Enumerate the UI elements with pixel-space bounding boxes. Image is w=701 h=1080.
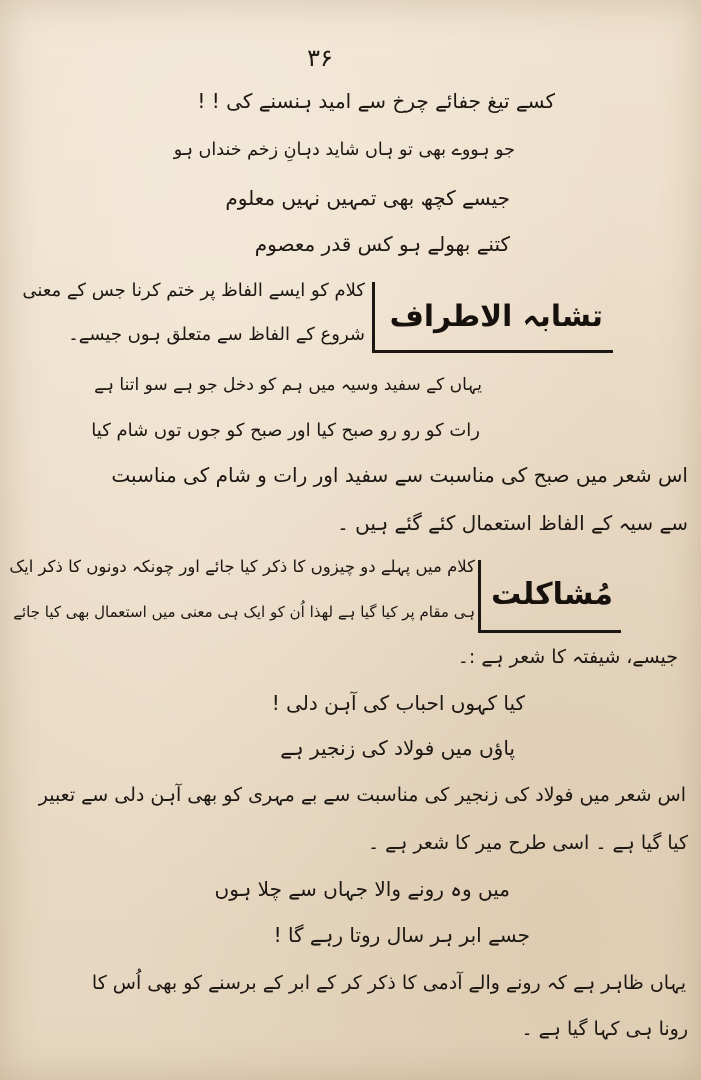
definition-line: ہی مقام پر کیا گیا ہے لھذا اُن کو ایک ہی معنی میں استعمال بھی کیا جائے [13, 603, 475, 621]
page-number: ۳۶ [307, 44, 333, 72]
explanation-line: رونا ہی کہا گیا ہے ۔ [521, 1018, 688, 1040]
section-heading-mushakilat: مُشاکلت [491, 577, 613, 612]
explanation-line: کیا گیا ہے ۔ اسی طرح میر کا شعر ہے ۔ [367, 832, 688, 854]
definition-line: کلام کو ایسے الفاظ پر ختم کرنا جس کے معنی [22, 280, 365, 301]
definition-line: کلام میں پہلے دو چیزوں کا ذکر کیا جائے اور چونکہ دونوں کا ذکر ایک [9, 557, 475, 576]
verse-line: پاؤں میں فولاد کی زنجیر ہے [280, 736, 515, 760]
explanation-line: یہاں ظاہر ہے کہ رونے والے آدمی کا ذکر کر کے ابر کے برسنے کو بھی اُس کا [91, 972, 686, 994]
intro-verse-line: جو ہووے بھی تو ہاں شاید دہانِ زخم خنداں ہو [173, 140, 515, 160]
verse-line: یہاں کے سفید وسیہ میں ہم کو دخل جو ہے سو اتنا ہے [94, 375, 482, 395]
definition-line: شروع کے الفاظ سے متعلق ہوں جیسے۔ [68, 324, 365, 345]
explanation-line: سے سیہ کے الفاظ استعمال کئے گئے ہیں ۔ [337, 511, 688, 535]
section-heading-tashabuh: تشابہ الاطراف [389, 299, 603, 333]
verse-line: جسے ابر ہر سال روتا رہے گا ! [273, 923, 530, 947]
intro-verse-line: کسے تیغ جفائے چرخ سے امید ہنسنے کی ! ! [197, 89, 555, 113]
verse-line: رات کو رو رو صبح کیا اور صبح کو جوں توں شام کیا [91, 420, 480, 441]
verse-line: کیا کہوں احباب کی آہن دلی ! [271, 691, 525, 715]
intro-verse-line: جیسے کچھ بھی تمہیں نہیں معلوم [225, 186, 510, 210]
verse-line: میں وہ رونے والا جہاں سے چلا ہوں [214, 877, 510, 901]
explanation-line: اس شعر میں صبح کی مناسبت سے سفید اور رات و شام کی مناسبت [111, 463, 688, 487]
intro-verse-line: کتنے بھولے ہو کس قدر معصوم [254, 232, 510, 256]
explanation-line: اس شعر میں فولاد کی زنجیر کی مناسبت سے بے مہری کو بھی آہن دلی سے تعبیر [38, 784, 686, 806]
definition-line: جیسے، شیفتہ کا شعر ہے :۔ [457, 646, 678, 668]
